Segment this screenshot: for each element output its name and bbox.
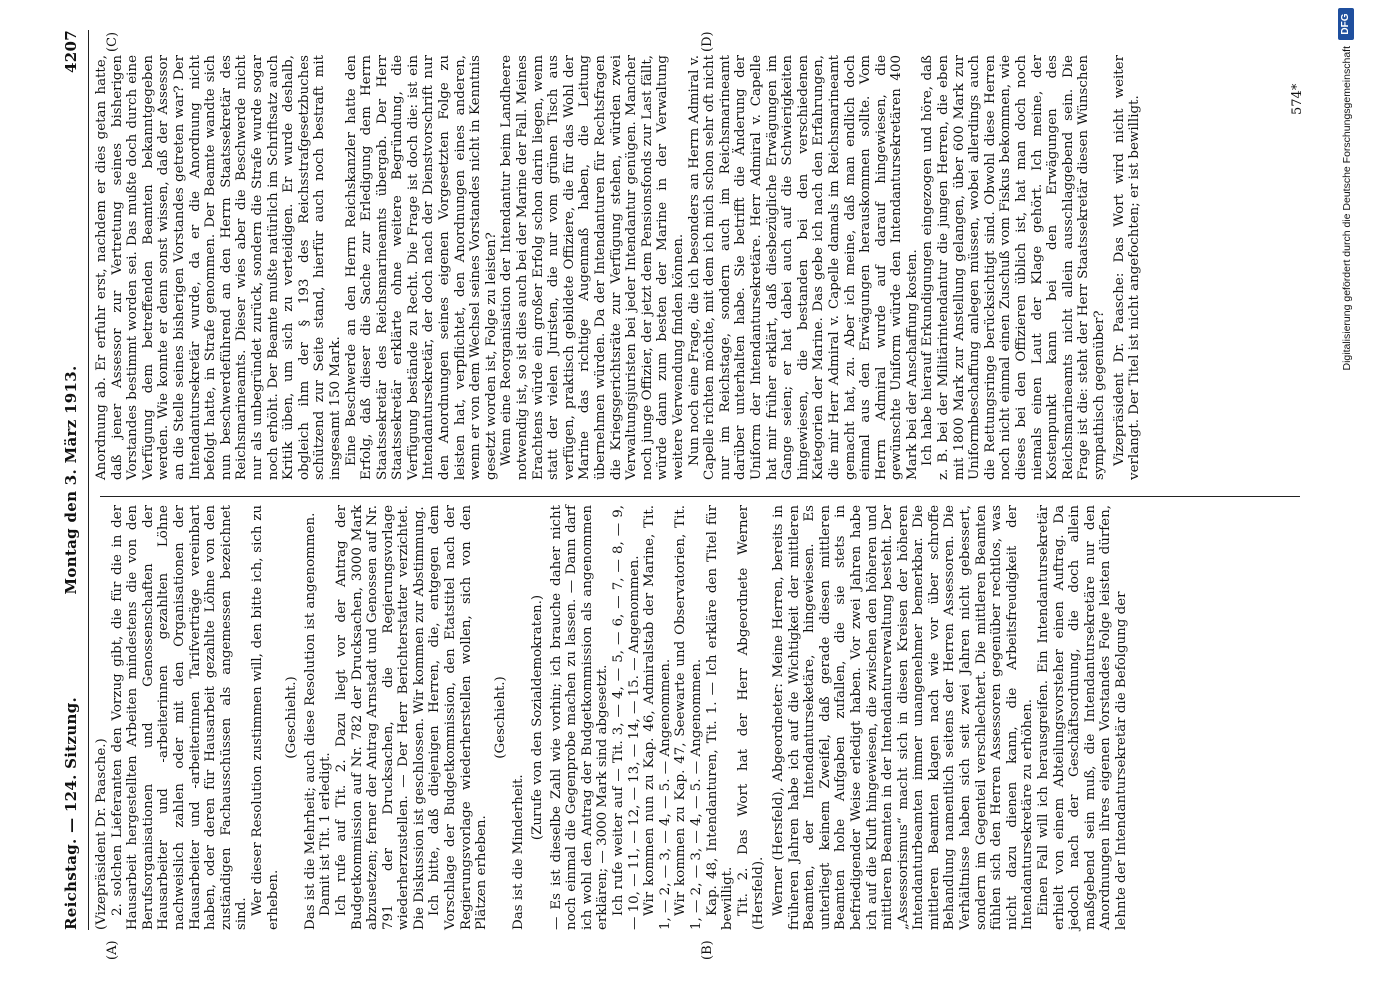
right-column-paragraph: Wenn eine Reorganisation der Intendantur beim Landheere notwendig ist, so ist dies auch bei der Marine der Fall. Meines Erachtens würde ein großer Erfolg schon darin liegen, wenn statt der vielen Juristen, die nur vom grünen Tisch aus verfügen, praktisch gebildete Offiziere, die für das Wohl der Marine das richtige Augenmaß haben, die Leitung übernehmen würden. Da der Intendanturen für Rechtsfragen die Kriegsgerichtsräte zur Verfügung stehen, würden zwei Verwaltungsjuristen bei jeder Intendantur genügen. Mancher noch junge Offizier, der jetzt dem Pensionsfonds zur Last fällt, würde dann zum besten der Marine in der Verwaltung weitere Verwendung finden können. bbox=[499, 55, 686, 480]
margin-letter-c: (C) bbox=[105, 31, 120, 52]
left-column-paragraph: (Geschieht.) bbox=[492, 676, 508, 759]
column-divider bbox=[100, 496, 1300, 497]
left-column-paragraph: — Es ist dieselbe Zahl wie vorhin; ich brauche daher nicht noch einmal die Gegenprobe machen zu lassen. — Dann darf ich wohl den Antrag der Budgetkommission als angenommen erklären; — 3000 Mark sind abgesetzt. bbox=[548, 505, 611, 930]
left-column-paragraph: Das ist die Minderheit. bbox=[511, 774, 527, 930]
right-column-paragraph: Eine Beschwerde an den Herrn Reichskanzler hatte den Erfolg, daß dieser die Sache zur Erledigung dem Herrn Staatssekretär des Reichsmarineamts übergab. Der Herr Staatssekretär erklärte ohne weitere Begründung, die Verfügung bestände zu Recht. Die Frage ist doch die: ist ein Intendantursekretär, der doch nach der Dienstvorschrift nur den Anordnungen seines eigenen Vorgesetzten Folge zu leisten hat, verpflichtet, den Anordnungen eines anderen, wenn er von dem Wechsel seines Vorstandes nicht in Kenntnis gesetzt worden ist, Folge zu leisten? bbox=[343, 55, 499, 480]
left-column bbox=[94, 505, 1130, 930]
left-column-paragraph: Das ist die Mehrheit; auch diese Resolution ist angenommen. bbox=[302, 512, 318, 930]
left-column-paragraph: Ich rufe auf Tit. 2. Dazu liegt vor der Antrag der Budgetkommission auf Nr. 782 der Drucksachen, 3000 Mark abzusetzen; ferner der Antrag Arnstadt und Genossen auf Nr. 791 der Drucksachen, die Regierungsvorlage wiederherzustellen. — Der Herr Berichterstatter verzichtet. Die Diskussion ist geschlossen. Wir kommen zur Abstimmung. bbox=[333, 505, 427, 930]
left-column-paragraph: Kap. 48, Intendanturen, Tit. 1. — Ich erkläre den Titel für bewilligt. bbox=[704, 505, 736, 930]
right-column bbox=[94, 55, 1143, 480]
left-column-paragraph: Ich rufe weiter auf — Tit. 3, — 4, — 5, — 6, — 7, — 8, — 9, — 10, — 11, — 12, — 13, — 14, — 15. — Angenommen. bbox=[611, 505, 642, 930]
digitization-credit: Digitalisierung gefördert durch die Deutsche Forschungsgemeinschaft bbox=[1341, 46, 1353, 371]
right-column-paragraph: Anordnung ab. Er erfuhr erst, nachdem er dies getan hatte, daß jener Assessor zur Vertretung seines bisherigen Vorstandes bestimmt worden sei. Das mußte doch durch eine Verfügung dem betreffenden Beamten bekanntgegeben werden. Wie konnte er denn sonst wissen, daß der Assessor an die Stelle seines bisherigen Vorstandes getreten war? Der Intendantursekretär wurde, da er die Anordnung nicht befolgt hatte, in Strafe genommen. Der Beamte wandte sich nun beschwerdeführend an den Herrn Staatssekretär des Reichsmarineamts. Dieser wies aber die Beschwerde nicht nur als unbegründet zurück, sondern die Strafe wurde sogar noch erhöht. Der Beamte mußte natürlich im Schriftsatz auch Kritik üben, um sich zu verteidigen. Er wurde deshalb, obgleich ihm der § 193 des Reichsstrafgesetzbuches schützend zur Seite stand, hierfür auch noch bestraft mit insgesamt 150 Mark. bbox=[94, 55, 343, 480]
running-head bbox=[62, 30, 84, 930]
left-column-paragraph: Werner (Hersfeld), Abgeordneter: Meine Herren, bereits in früheren Jahren habe ich auf die Wichtigkeit der mittleren Beamten, der Intendanturseketäre, hingewiesen. Es unterliegt keinem Zweifel, daß gerade diesen mittleren Beamten hohe Aufgaben zufallen, die sie stets in befriedigender Weise erledigt haben. Vor zwei Jahren habe ich auf die Kluft hingewiesen, die zwischen den höheren und mittleren Beamten in der Intendanturverwaltung besteht. Der „Assessorismus“ macht sich in diesen Kreisen der höheren Intendanturbeamten immer unangenehmer bemerkbar. Die mittleren Beamten klagen nach wie vor über schroffe Behandlung namentlich seitens der Herren Assessoren. Die Verhältnisse haben sich seit zwei Jahren nicht gebessert, sondern im Gegenteil verschlechtert. Die mittleren Beamten fühlen sich den Herren Assessoren gegenüber rechtlos, was nicht dazu dienen kann, die Arbeitsfreudigkeit der Intendantursekretäre zu erhöhen. bbox=[770, 505, 1036, 930]
header-center: Montag den 3. März 1913. bbox=[62, 365, 80, 595]
margin-letter-d: (D) bbox=[700, 31, 715, 52]
margin-letter-b: (B) bbox=[700, 940, 715, 960]
left-column-paragraph: Ich bitte, daß diejenigen Herren, die, entgegen dem Vorschlage der Budgetkommission, den Etatstitel nach der Regierungsvorlage wiederherstellen wollen, sich von den Plätzen erheben. bbox=[427, 505, 490, 930]
left-column-paragraph: Einen Fall will ich herausgreifen. Ein Intendantursekretär erhielt von einem Abteilungsvorsteher einen Auftrag. Da jedoch nach der Geschäftsordnung, die doch allein maßgebend sein muß, die Intendantursekretäre nur den Anordnungen ihres eigenen Vorstandes Folge leisten dürfen, lehnte der Intendantursekretär die Befolgung der bbox=[1036, 505, 1129, 930]
page-number: 4207 bbox=[62, 30, 80, 73]
right-column-paragraph: Vizepräsident Dr. Paasche: Das Wort wird nicht weiter verlangt. Der Titel ist nicht angefochten; er ist bewilligt. bbox=[1111, 55, 1143, 480]
right-column-paragraph: Nun noch eine Frage, die ich besonders an Herrn Admiral v. Capelle richten möchte, mit dem ich mich schon sehr oft nicht nur im Reichstage, sondern auch im Reichsmarineamt darüber unterhalten habe. Sie betrifft die Änderung der Uniform der Intendantursekretäre. Herr Admiral v. Capelle hat mir früher erklärt, daß diesbezügliche Erwägungen im Gange seien; er hat dabei auch auf die Schwierigkeiten hingewiesen, die bestanden bei den verschiedenen Kategorien der Marine. Das gebe ich nach den Erfahrungen, die mir Herr Admiral v. Capelle damals im Reichsmarineamt gemacht hat, zu. Aber ich meine, daß man endlich doch einmal aus den Erwägungen herauskommen sollte. Vom Herrn Admiral wurde auf darauf hingewiesen, die gewünschte Uniform würde den Intendantursekretären 400 Mark bei der Anschaffung kosten. bbox=[686, 55, 920, 480]
margin-letter-a: (A) bbox=[105, 940, 120, 960]
header-rule bbox=[88, 30, 89, 930]
left-column-paragraph: Damit ist Tit. 1 erledigt. bbox=[318, 752, 334, 916]
right-column-paragraph: Ich habe hierauf Erkundigungen eingezogen und höre, daß z. B. bei der Militärintendantur die jungen Herren, die eben mit 1800 Mark zur Anstellung gelangen, über 600 Mark zur Uniformbeschaffung anlegen müssen, wobei allerdings auch die Rettungsringe berücksichtigt sind. Obwohl diese Herren noch nicht einmal einen Zuschuß vom Fiskus bekommen, wie dieses bei den Offizieren üblich ist, hat man doch noch niemals einen Laut der Klage gehört. Ich meine, der Kostenpunkt kann bei den Erwägungen des Reichsmarineamts nicht allein ausschlaggebend sein. Die Frage ist die: steht der Herr Staatssekretär diesen Wünschen sympathisch gegenüber? bbox=[920, 55, 1107, 480]
left-column-paragraph: Tit. 2. Das Wort hat der Herr Abgeordnete Werner (Hersfeld). bbox=[735, 505, 767, 930]
dfg-logo: DFG bbox=[1338, 8, 1354, 40]
header-left: Reichstag. — 124. Sitzung. bbox=[62, 696, 80, 930]
left-column-paragraph: Wer dieser Resolution zustimmen will, den bitte ich, sich zu erheben. bbox=[249, 505, 281, 930]
left-column-paragraph: Wir kommen nun zu Kap. 46, Admiralstab der Marine, Tit. 1, — 2, — 3, — 4, — 5. — Angenommen. bbox=[642, 505, 673, 930]
left-column-paragraph: (Vizepräsident Dr. Paasche.) bbox=[94, 738, 109, 930]
left-column-paragraph: 2. solchen Lieferanten den Vorzug gibt, die für die in der Hausarbeit hergestellten Arbeiten mindestens die von den Berufsorganisationen und Genossenschaften der Hausarbeiter und -arbeiterinnen gezahlten Löhne nachweislich zahlen oder mit den Organisationen der Hausarbeiter und -arbeiterinnen Tarifverträge vereinbart haben, oder deren für Hausarbeit gezahlte Löhne von den zuständigen Fachausschüssen als angemessen bezeichnet sind. bbox=[109, 505, 250, 930]
left-column-paragraph: Wir kommen zu Kap. 47, Seewarte und Observatorien, Tit. 1, — 2, — 3, — 4, — 5. — Angenommen. bbox=[673, 505, 704, 930]
sheet-number: 574* bbox=[1290, 83, 1305, 115]
digitization-credit-bar bbox=[1338, 0, 1360, 1000]
left-column-paragraph: (Geschieht.) bbox=[284, 676, 300, 759]
left-column-paragraph: (Zurufe von den Sozialdemokraten.) bbox=[530, 594, 546, 841]
